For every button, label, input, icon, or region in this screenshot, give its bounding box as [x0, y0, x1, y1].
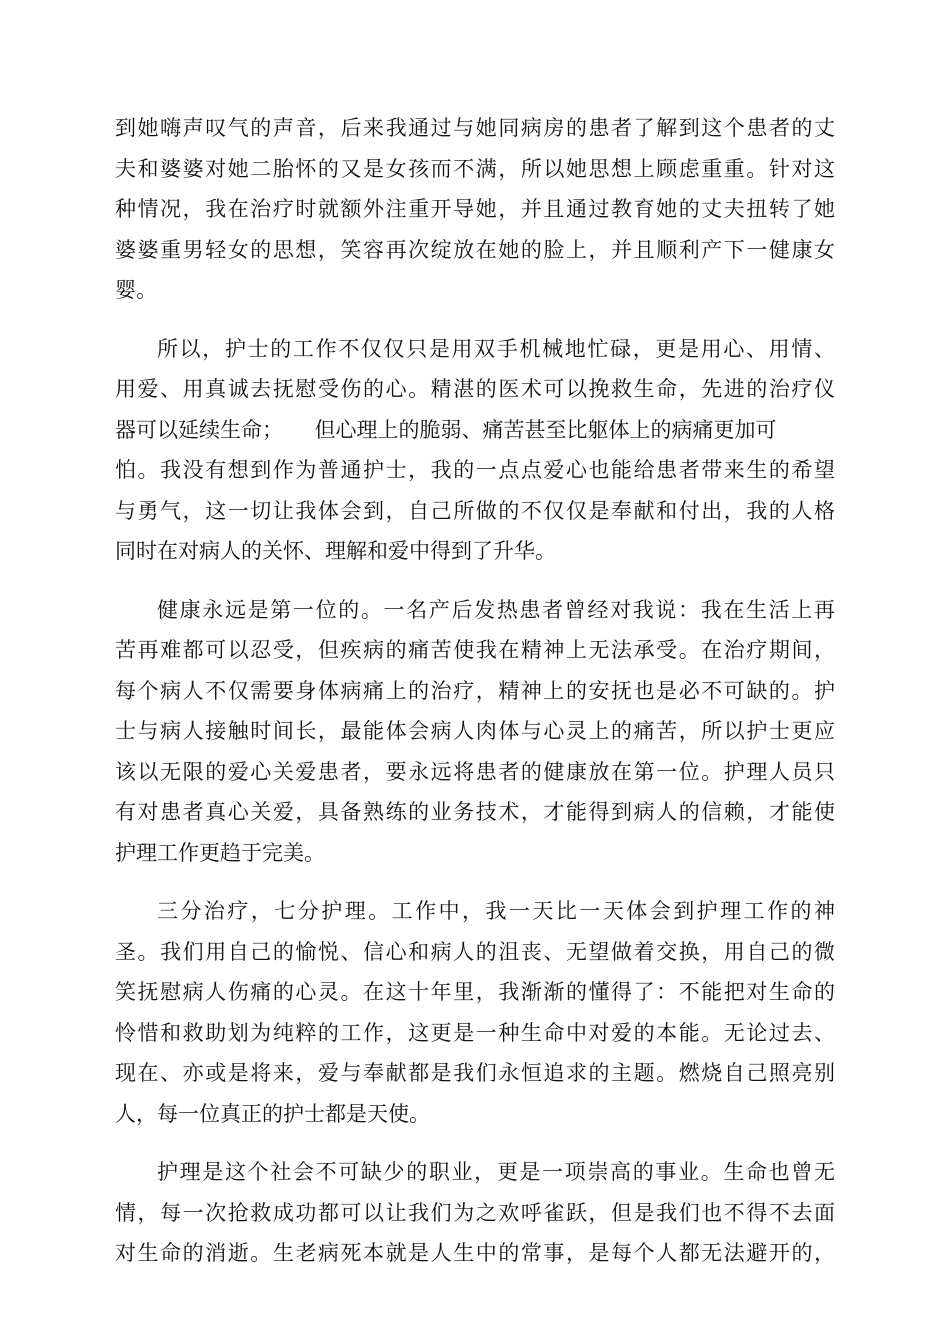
text-line: 到她嗨声叹气的声音，后来我通过与她同病房的患者了解到这个患者的丈 — [115, 116, 835, 140]
text-line: 圣。我们用自己的愉悦、信心和病人的沮丧、无望做着交换，用自己的微 — [115, 939, 835, 964]
paragraph — [115, 329, 835, 572]
text-line: 三分治疗，七分护理。工作中，我一天比一天体会到护理工作的神 — [157, 899, 835, 923]
paragraph-spacer — [115, 1134, 835, 1152]
text-line: 人，每一位真正的护士都是天使。 — [115, 1101, 430, 1126]
text-line: 护理工作更趋于完美。 — [115, 840, 325, 865]
paragraph-spacer — [115, 311, 835, 329]
paragraph — [115, 1152, 835, 1274]
text-line: 每个病人不仅需要身体病痛上的治疗，精神上的安抚也是必不可缺的。护 — [115, 678, 835, 703]
text-line: 有对患者真心关爱，具备熟练的业务技术，才能得到病人的信赖，才能使 — [115, 800, 835, 824]
text-line: 情，每一次抢救成功都可以让我们为之欢呼雀跃，但是我们也不得不去面 — [115, 1200, 835, 1225]
text-line: 苦再难都可以忍受，但疾病的痛苦使我在精神上无法承受。在治疗期间， — [115, 638, 835, 662]
paragraph — [115, 590, 835, 874]
text-line: 现在、亦或是将来，爱与奉献都是我们永恒追求的主题。燃烧自己照亮别 — [115, 1061, 835, 1085]
text-line: 种情况，我在治疗时就额外注重开导她，并且通过教育她的丈夫扭转了她 — [115, 197, 835, 221]
text-line: 与勇气，这一切让我体会到，自己所做的不仅仅是奉献和付出，我的人格 — [115, 498, 835, 523]
text-line: 器可以延续生命； 但心理上的脆弱、痛苦甚至比躯体上的病痛更加可 — [115, 417, 777, 442]
text-line: 对生命的消逝。生老病死本就是人生中的常事，是每个人都无法避开的， — [115, 1241, 835, 1265]
text-line: 士与病人接触时间长，最能体会病人肉体与心灵上的痛苦，所以护士更应 — [115, 719, 835, 743]
paragraph-spacer — [115, 873, 835, 891]
paragraph — [115, 891, 835, 1134]
text-line: 怕。我没有想到作为普通护士，我的一点点爱心也能给患者带来生的希望 — [115, 458, 835, 482]
text-line: 笑抚慰病人伤痛的心灵。在这十年里，我渐渐的懂得了：不能把对生命的 — [115, 980, 835, 1004]
text-line: 婴。 — [115, 278, 157, 302]
text-line: 夫和婆婆对她二胎怀的又是女孩而不满，所以她思想上顾虑重重。针对这 — [115, 156, 835, 181]
text-line: 同时在对病人的关怀、理解和爱中得到了升华。 — [115, 539, 556, 563]
text-line: 该以无限的爱心关爱患者，要永远将患者的健康放在第一位。护理人员只 — [115, 759, 835, 784]
text-line: 所以，护士的工作不仅仅只是用双手机械地忙碌，更是用心、用情、 — [157, 336, 835, 361]
text-line: 婆婆重男轻女的思想，笑容再次绽放在她的脸上，并且顺利产下一健康女 — [115, 237, 835, 262]
text-line: 护理是这个社会不可缺少的职业，更是一项崇高的事业。生命也曾无 — [157, 1160, 835, 1184]
text-line: 健康永远是第一位的。一名产后发热患者曾经对我说：我在生活上再 — [157, 597, 835, 622]
text-line: 用爱、用真诚去抚慰受伤的心。精湛的医术可以挽救生命，先进的治疗仪 — [115, 377, 835, 401]
document-body — [115, 108, 835, 1274]
text-line: 怜惜和救助划为纯粹的工作，这更是一种生命中对爱的本能。无论过去、 — [115, 1020, 835, 1045]
paragraph-spacer — [115, 572, 835, 590]
paragraph — [115, 108, 835, 311]
